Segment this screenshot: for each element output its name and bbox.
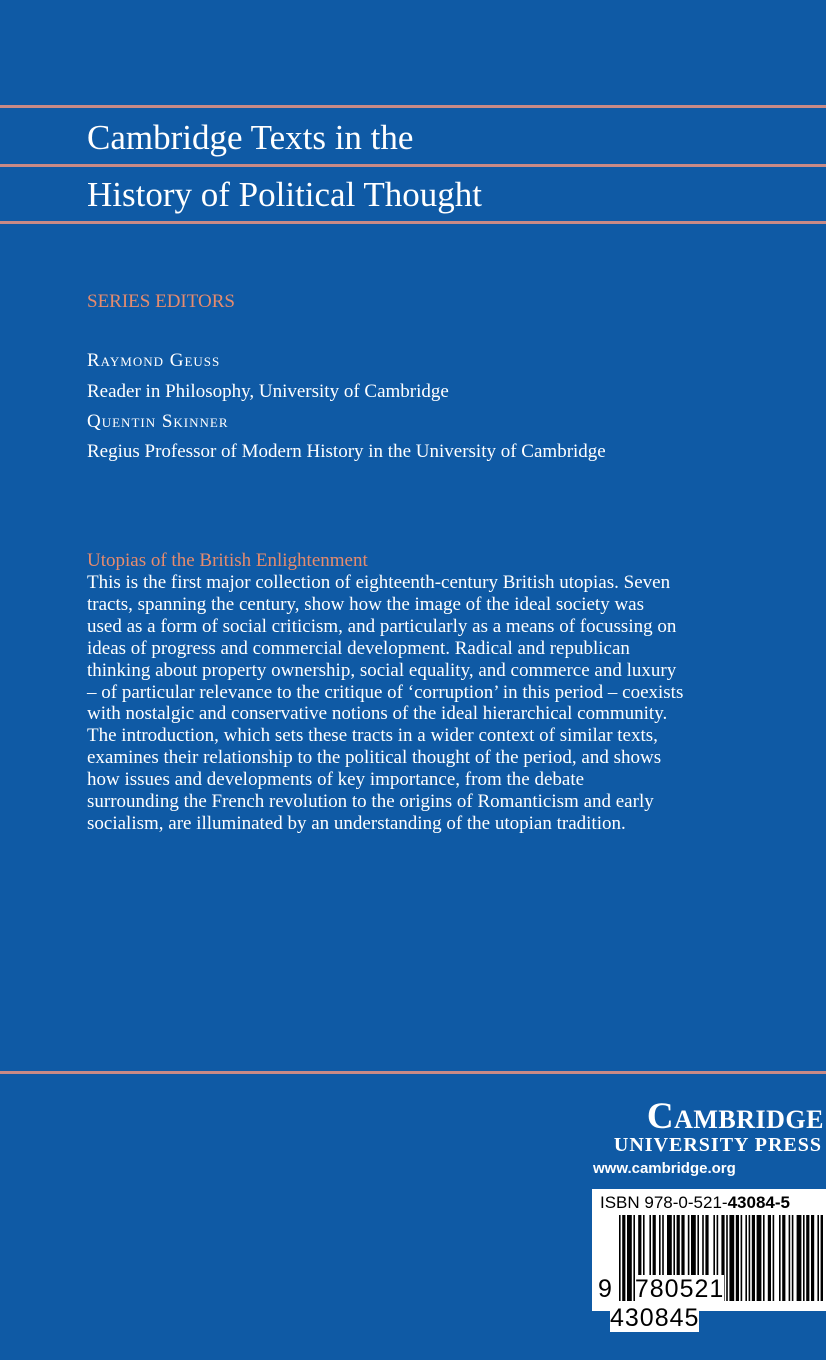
publisher-logo-subtitle: UNIVERSITY PRESS (613, 1134, 822, 1156)
editor-name: Raymond Geuss (87, 350, 221, 371)
description (87, 572, 683, 835)
description-line: tracts, spanning the century, show how the image of the ideal society was (87, 593, 645, 615)
rule-middle (0, 164, 826, 167)
publisher-logo-name: Cambridge (646, 1096, 824, 1137)
description-line: – of particular relevance to the critique of ‘corruption’ in this period – coexists (87, 681, 684, 703)
rule-bottom (0, 1071, 826, 1074)
isbn-prefix: ISBN 978-0-521- (600, 1193, 728, 1212)
isbn-text (600, 1193, 790, 1213)
description-line: surrounding the French revolution to the origins of Romanticism and early (87, 791, 654, 813)
publisher-url: www.cambridge.org (593, 1160, 736, 1177)
rule-below-title (0, 221, 826, 224)
description-line: used as a form of social criticism, and particularly as a means of focussing on (87, 615, 677, 637)
description-line: The introduction, which sets these tracts in a wider context of similar texts, (87, 725, 658, 747)
book-title: Utopias of the British Enlightenment (87, 550, 368, 571)
description-line: with nostalgic and conservative notions of the ideal hierarchical community. (87, 703, 668, 725)
description-line: thinking about property ownership, social equality, and commerce and luxury (87, 659, 677, 681)
barcode-digits-right: 430845 (610, 1304, 700, 1332)
isbn-barcode (592, 1189, 826, 1332)
description-line: socialism, are illuminated by an understanding of the utopian tradition. (87, 812, 626, 834)
isbn-suffix: 43084-5 (727, 1193, 790, 1212)
editor-role: Regius Professor of Modern History in the University of Cambridge (87, 441, 606, 462)
rule-top (0, 105, 826, 108)
barcode-digits (598, 1275, 826, 1333)
editor-name: Quentin Skinner (87, 411, 229, 432)
barcode-digit-lead: 9 (598, 1275, 613, 1303)
barcode-digits-left: 780521 (634, 1275, 725, 1303)
series-editors-label: SERIES EDITORS (87, 291, 235, 312)
description-line: examines their relationship to the political thought of the period, and shows (87, 747, 662, 769)
series-title-line-2: History of Political Thought (87, 175, 483, 214)
editor-role: Reader in Philosophy, University of Cambridge (87, 381, 449, 402)
description-line: ideas of progress and commercial development. Radical and republican (87, 637, 630, 659)
description-line: This is the first major collection of eighteenth-century British utopias. Seven (87, 572, 671, 593)
series-title-line-1: Cambridge Texts in the (87, 118, 414, 157)
description-line: how issues and developments of key importance, from the debate (87, 769, 585, 791)
